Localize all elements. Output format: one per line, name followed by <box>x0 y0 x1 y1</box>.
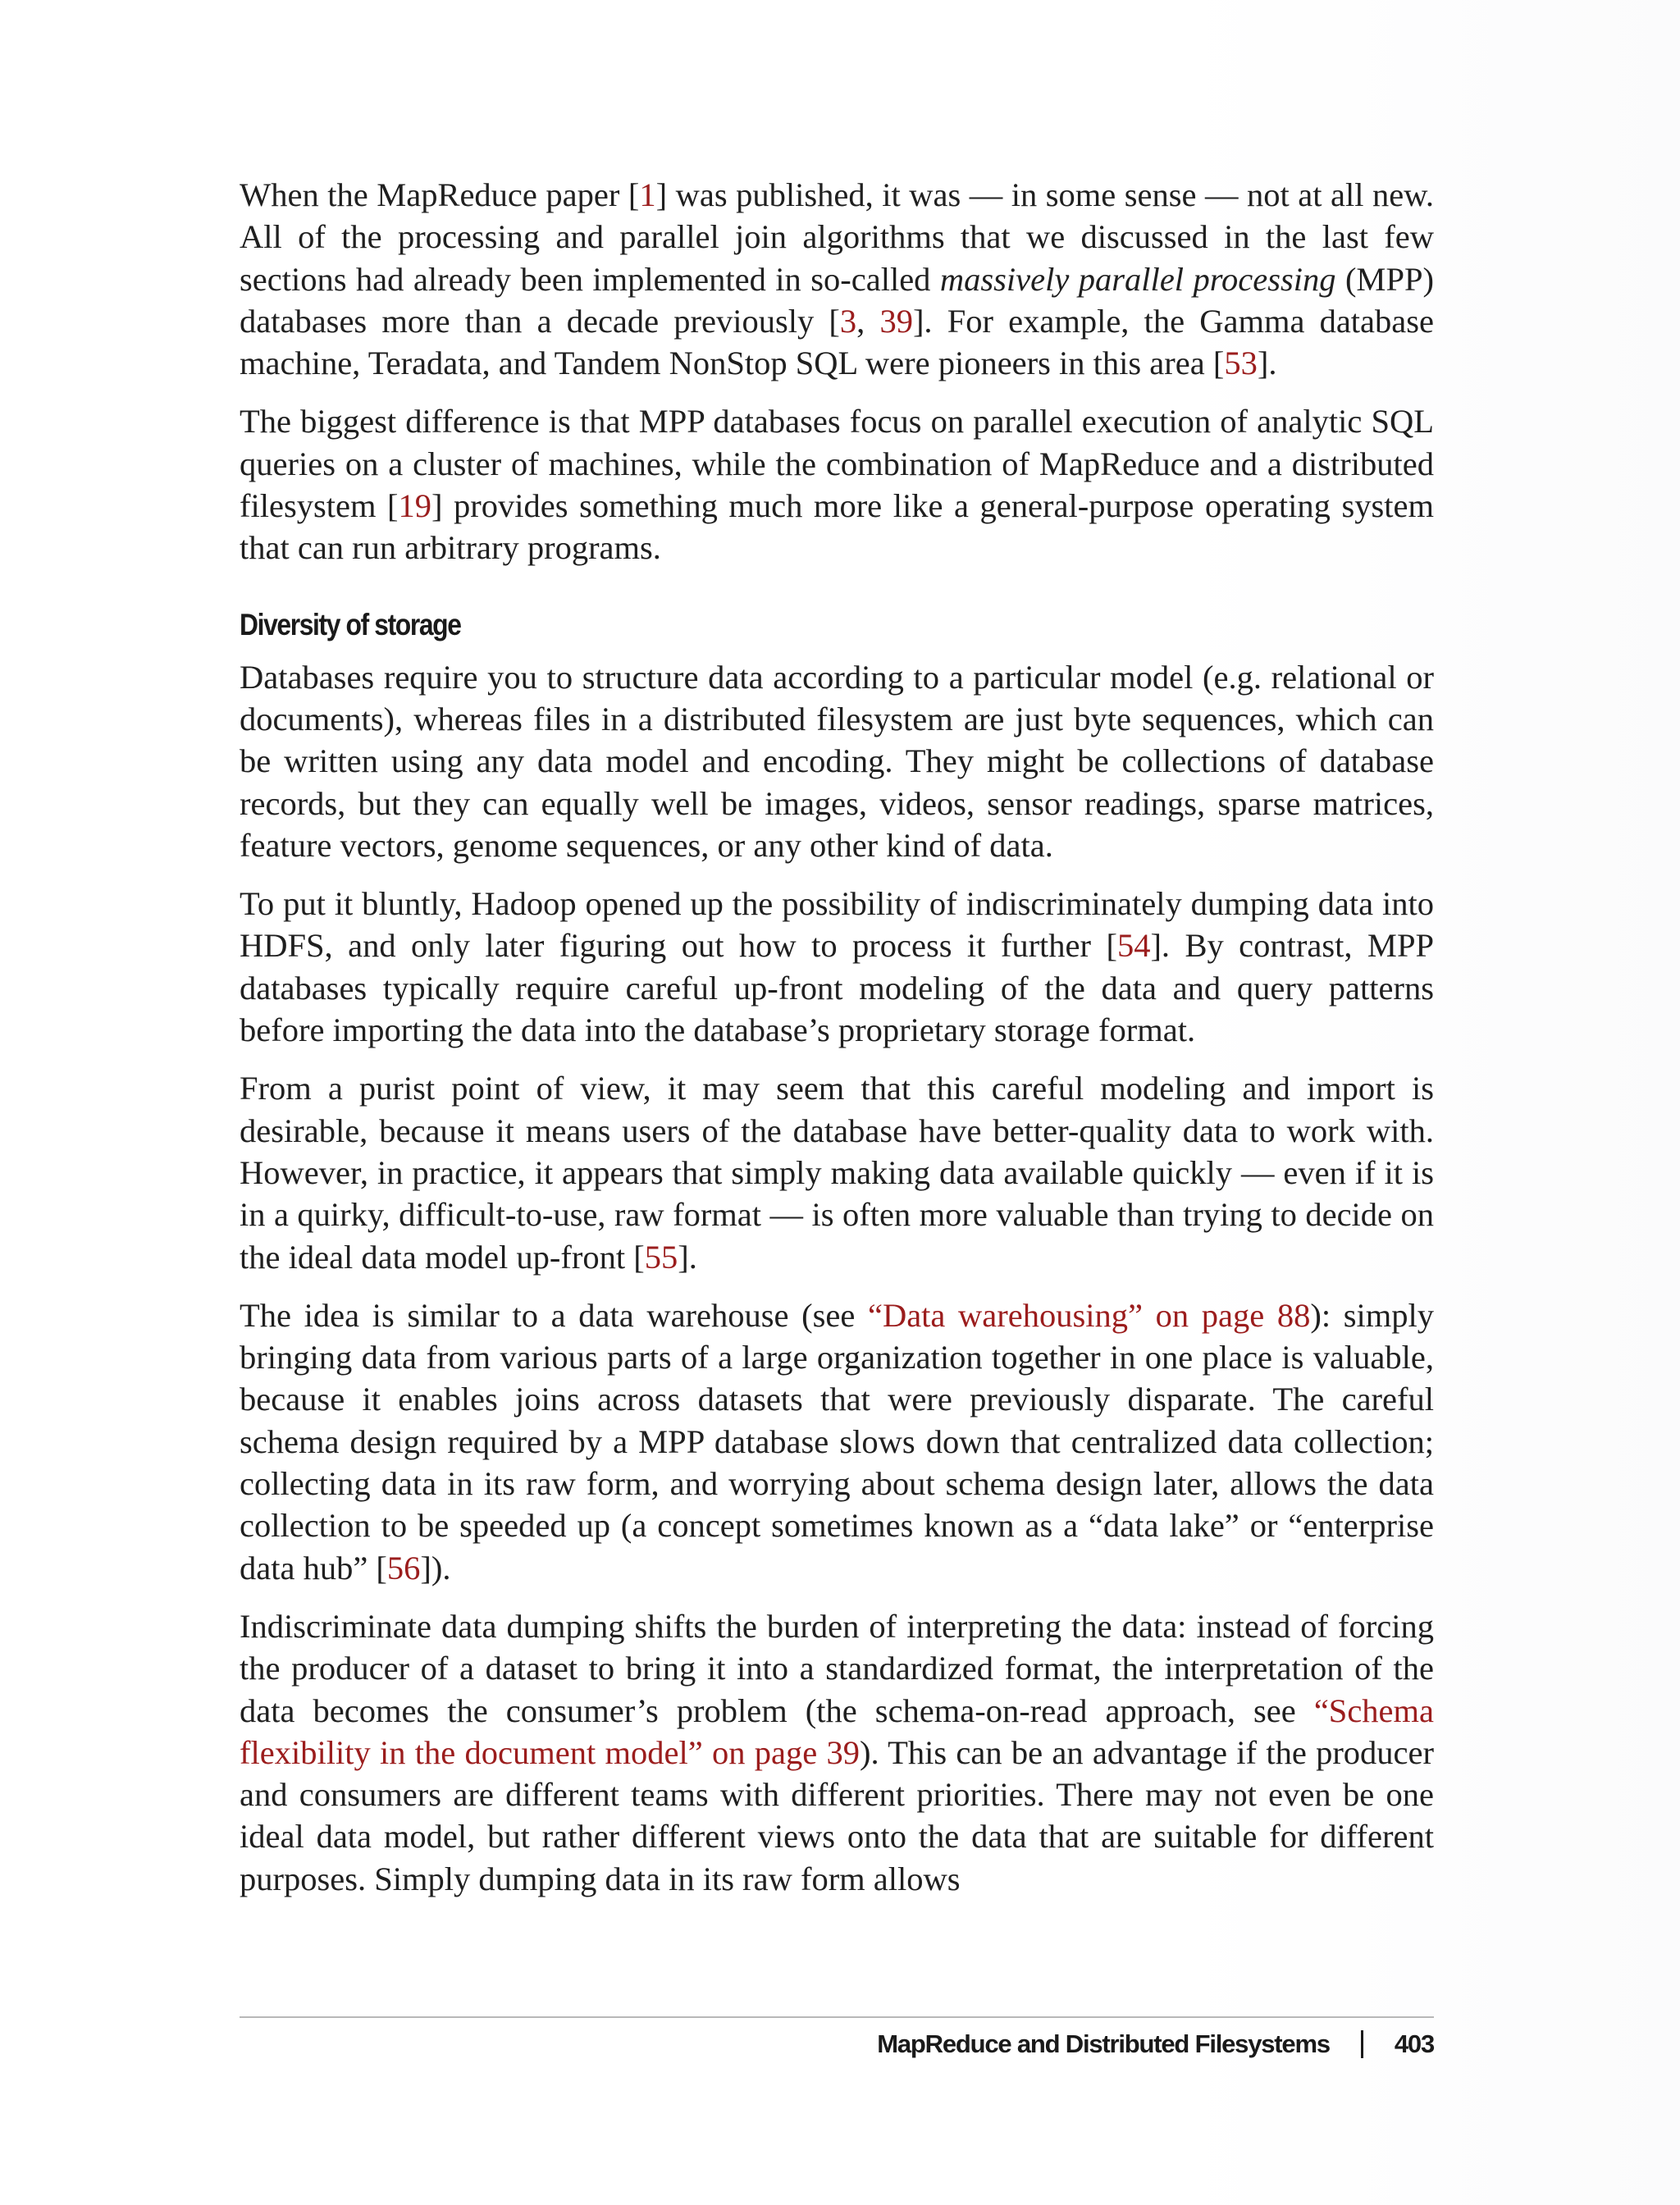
footer-rule <box>240 2016 1434 2018</box>
text-run: , <box>856 302 880 340</box>
cross-reference-link[interactable]: “Data warehousing” on page 88 <box>867 1296 1311 1334</box>
footer-chapter-title: MapReduce and Distributed Filesystems <box>877 2029 1330 2058</box>
cross-reference-link[interactable]: 53 <box>1224 345 1258 382</box>
paragraph-schema-on-read <box>240 1605 1434 1900</box>
cross-reference-link[interactable]: 56 <box>386 1549 421 1586</box>
page-body <box>240 174 1434 1900</box>
text-run: From a purist point of view, it may seem that this careful modeling and import is desirable, because it means users of the database have better-quality data to work with. However, in practice, it appears that simply making data available quickly — even if it is in a quirky, difficult-to-use, raw format — is often more valuable than trying to decide on the ideal data model up-front [ <box>240 1070 1434 1276</box>
emphasized-term: massively parallel processing <box>939 260 1336 298</box>
cross-reference-link[interactable]: 39 <box>879 302 913 340</box>
text-run: ]. <box>1257 345 1277 382</box>
paragraph-mpp-difference <box>240 400 1434 568</box>
text-run: ]. By contrast, MPP databases typically require careful up-front modeling of the data and query patterns before importing the data into the database’s proprietary storage format. <box>240 927 1434 1049</box>
cross-reference-link[interactable]: 55 <box>644 1238 678 1276</box>
cross-reference-link[interactable]: 19 <box>398 487 432 525</box>
cross-reference-link[interactable]: 3 <box>839 302 857 340</box>
cross-reference-link[interactable]: “Schema flexibility in the document model” on page 39 <box>240 1691 1434 1771</box>
text-run: The idea is similar to a data warehouse (see <box>240 1296 868 1334</box>
text-run: Indiscriminate data dumping shifts the burden of interpreting the data: instead of forcing the producer of a dataset to bring it into a standardized format, the interpretation of the data becomes the consumer’s problem (the schema-on-read approach, see <box>240 1607 1434 1729</box>
text-run: ] was published, it was — in some sense — not at all new. All of the processing and parallel join algorithms that we discussed in the last few sections had already been implemented in so-called <box>240 176 1434 298</box>
text-run: The biggest difference is that MPP databases focus on parallel execution of analytic SQL queries on a cluster of machines, while the combination of MapReduce and a distributed filesystem [ <box>240 403 1434 525</box>
text-run: To put it bluntly, Hadoop opened up the possibility of indiscriminately dumping data into HDFS, and only later figuring out how to process it further [ <box>240 885 1434 965</box>
cross-reference-link[interactable]: 1 <box>639 176 656 213</box>
paragraph-hadoop-dumping <box>240 883 1434 1051</box>
text-run: ]. For example, the Gamma database machine, Teradata, and Tandem NonStop SQL were pioneers in this area [ <box>240 302 1434 382</box>
paragraph-storage-models <box>240 656 1434 866</box>
paragraph-mpp-history <box>240 174 1434 384</box>
text-run: ). This can be an advantage if the producer and consumers are different teams with different priorities. There may not even be one ideal data model, but rather different views onto the data that are suitable for different purposes. Simply dumping data in its raw form allows <box>240 1733 1434 1897</box>
text-run: When the MapReduce paper [ <box>240 176 640 213</box>
footer-separator <box>1361 2030 1363 2058</box>
paragraph-purist-view <box>240 1067 1434 1277</box>
text-run: ]. <box>678 1238 697 1276</box>
text-run: ]). <box>420 1549 451 1586</box>
text-run: ] provides something much more like a general-purpose operating system that can run arbitrary programs. <box>240 487 1434 567</box>
running-footer <box>877 2029 1434 2059</box>
text-run: Databases require you to structure data according to a particular model (e.g. relational or documents), whereas files in a distributed filesystem are just byte sequences, which can be written using any data model and encoding. They might be collections of database records, but they can equally well be images, videos, sensor readings, sparse matrices, feature vectors, genome sequences, or any other kind of data. <box>240 658 1434 864</box>
text-run: (MPP) databases more than a decade previously [ <box>240 260 1434 340</box>
section-heading: Diversity of storage <box>240 607 461 641</box>
page-number: 403 <box>1394 2029 1434 2058</box>
cross-reference-link[interactable]: 54 <box>1116 927 1151 965</box>
paragraph-data-warehouse <box>240 1294 1434 1589</box>
text-run: ): simply bringing data from various parts of a large organization together in one place is valuable, because it enables joins across datasets that were previously disparate. The careful schema design required by a MPP database slows down that centralized data collection; collecting data in its raw form, and worrying about schema design later, allows the data collection to be speeded up (a concept sometimes known as a “data lake” or “enterprise data hub” [ <box>240 1296 1435 1586</box>
